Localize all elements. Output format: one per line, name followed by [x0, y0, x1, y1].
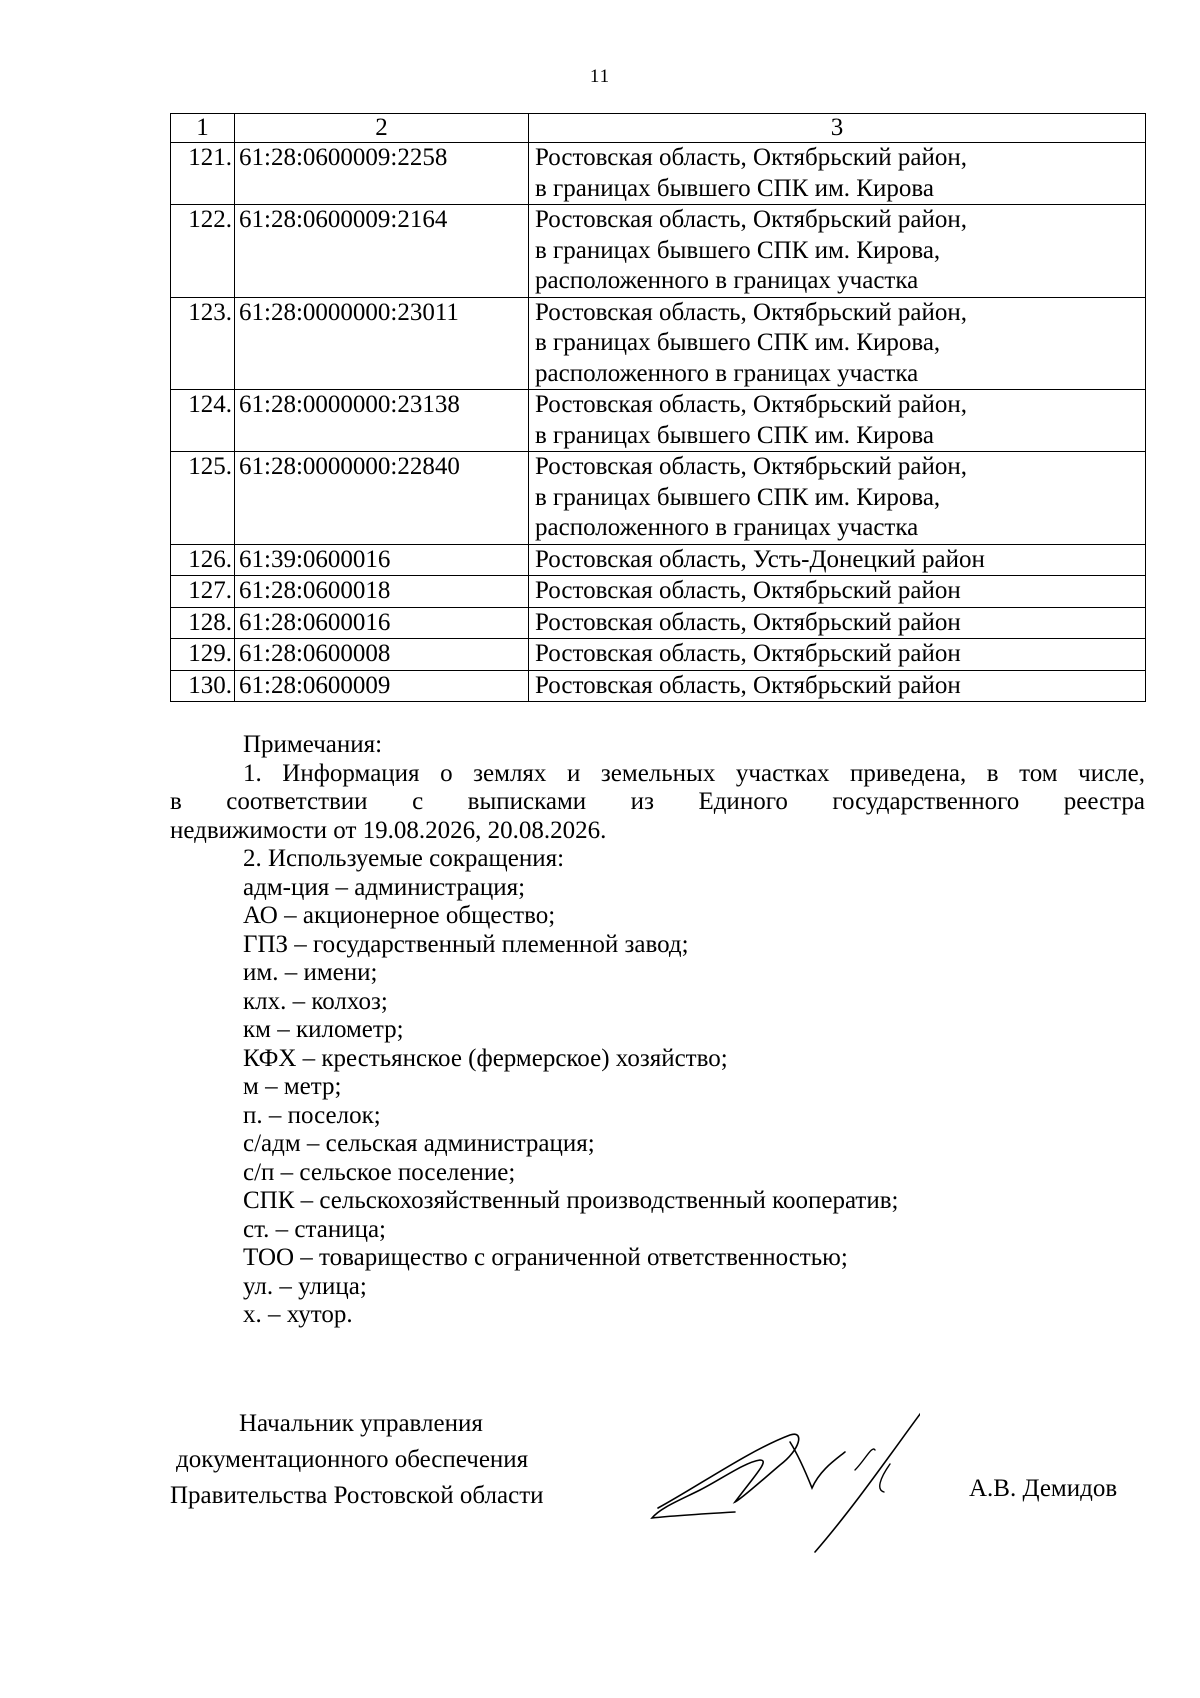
note-1-line-3: недвижимости от 19.08.2026, 20.08.2026. [170, 816, 607, 844]
cadastral-number: 61:28:0600018 [235, 576, 529, 608]
address-cell [529, 607, 1146, 639]
notes-title: Примечания: [243, 731, 383, 758]
abbreviation-item: ст. – станица; [243, 1215, 386, 1243]
abbreviations-list [170, 874, 1145, 1330]
abbreviation-item: х. – хутор. [243, 1301, 353, 1328]
page-number: 11 [589, 66, 611, 87]
table-body [171, 143, 1146, 702]
notes-section [170, 731, 1145, 1330]
address-line: Ростовская область, Октябрьский район, [535, 391, 967, 418]
address-line: расположенного в границах участка [535, 359, 919, 387]
signer-position-line-1: Начальник управления [239, 1410, 483, 1437]
note-1-line-1: 1. Информация о землях и земельных участках приведена, в том числе, [243, 759, 1145, 787]
address-line: Ростовская область, Октябрьский район [535, 671, 961, 699]
address-line: в границах бывшего СПК им. Кирова [535, 174, 934, 202]
abbreviation-item: АО – акционерное общество; [243, 902, 556, 929]
abbreviation-item: п. – поселок; [243, 1101, 381, 1129]
address-line: Ростовская область, Октябрьский район, [535, 298, 967, 326]
table-row [171, 390, 1146, 452]
abbreviation-item: СПК – сельскохозяйственный производственный кооператив; [243, 1187, 899, 1214]
address-cell [529, 452, 1146, 545]
address-line: Ростовская область, Усть-Донецкий район [535, 545, 985, 573]
row-number: 129. [171, 639, 235, 671]
address-line: расположенного в границах участка [535, 267, 919, 294]
abbreviation-item: ГПЗ – государственный племенной завод; [243, 930, 689, 958]
land-plots-table [170, 113, 1146, 702]
row-number: 130. [171, 670, 235, 702]
row-number: 121. [171, 143, 235, 205]
address-line: в границах бывшего СПК им. Кирова, [535, 329, 941, 356]
row-number: 122. [171, 205, 235, 298]
cadastral-number: 61:28:0600009:2164 [235, 205, 529, 298]
table-row [171, 205, 1146, 298]
row-number: 127. [171, 576, 235, 608]
abbreviation-item: КФХ – крестьянское (фермерское) хозяйство; [243, 1044, 728, 1072]
cadastral-number: 61:28:0000000:23138 [235, 390, 529, 452]
handwritten-signature [640, 1390, 920, 1560]
abbreviation-item: с/адм – сельская администрация; [243, 1130, 595, 1157]
signer-position-line-3: Правительства Ростовской области [170, 1482, 544, 1509]
address-cell [529, 639, 1146, 671]
row-number: 124. [171, 390, 235, 452]
abbreviation-item: с/п – сельское поселение; [243, 1158, 516, 1186]
row-number: 125. [171, 452, 235, 545]
abbreviation-item: ТОО – товарищество с ограниченной ответственностью; [243, 1244, 848, 1271]
address-line: в границах бывшего СПК им. Кирова, [535, 236, 941, 264]
address-line: в границах бывшего СПК им. Кирова, [535, 483, 941, 511]
row-number: 128. [171, 607, 235, 639]
abbreviation-item: адм-ция – администрация; [243, 873, 526, 901]
cadastral-number: 61:28:0000000:22840 [235, 452, 529, 545]
address-cell [529, 297, 1146, 390]
row-number: 123. [171, 297, 235, 390]
table-row [171, 297, 1146, 390]
signature-block [170, 1406, 544, 1514]
table-row [171, 544, 1146, 576]
signer-name: А.В. Демидов [969, 1475, 1118, 1502]
abbreviation-item: м – метр; [243, 1073, 342, 1100]
signer-position-line-2: документационного обеспечения [176, 1446, 529, 1473]
address-line: расположенного в границах участка [535, 514, 919, 541]
address-cell [529, 576, 1146, 608]
note-2-title: 2. Используемые сокращения: [243, 845, 565, 872]
abbreviation-item: ул. – улица; [243, 1272, 367, 1300]
table-row [171, 639, 1146, 671]
abbreviation-item: им. – имени; [243, 959, 378, 986]
cadastral-number: 61:28:0600009:2258 [235, 143, 529, 205]
address-cell [529, 143, 1146, 205]
column-header-1: 1 [171, 114, 235, 143]
abbreviation-item: км – километр; [243, 1016, 404, 1043]
table-row [171, 607, 1146, 639]
row-number: 126. [171, 544, 235, 576]
table-row [171, 576, 1146, 608]
cadastral-number: 61:28:0600016 [235, 607, 529, 639]
table-row [171, 143, 1146, 205]
address-cell [529, 205, 1146, 298]
table-row [171, 452, 1146, 545]
column-header-2: 2 [235, 114, 529, 143]
cadastral-number: 61:28:0000000:23011 [235, 297, 529, 390]
address-line: Ростовская область, Октябрьский район [535, 608, 961, 636]
cadastral-number: 61:39:0600016 [235, 544, 529, 576]
abbreviation-item: клх. – колхоз; [243, 987, 388, 1015]
address-line: Ростовская область, Октябрьский район [535, 577, 961, 604]
table-row [171, 670, 1146, 702]
address-line: в границах бывшего СПК им. Кирова [535, 421, 934, 449]
address-line: Ростовская область, Октябрьский район, [535, 453, 967, 480]
column-header-3: 3 [529, 114, 1146, 143]
address-line: Ростовская область, Октябрьский район, [535, 206, 967, 233]
cadastral-number: 61:28:0600009 [235, 670, 529, 702]
table-header-row [171, 114, 1146, 143]
address-cell [529, 544, 1146, 576]
note-1-line-2: в соответствии с выписками из Единого государственного реестра [170, 788, 1145, 815]
address-line: Ростовская область, Октябрьский район, [535, 144, 967, 171]
cadastral-number: 61:28:0600008 [235, 639, 529, 671]
address-cell [529, 390, 1146, 452]
address-cell [529, 670, 1146, 702]
address-line: Ростовская область, Октябрьский район [535, 640, 961, 667]
